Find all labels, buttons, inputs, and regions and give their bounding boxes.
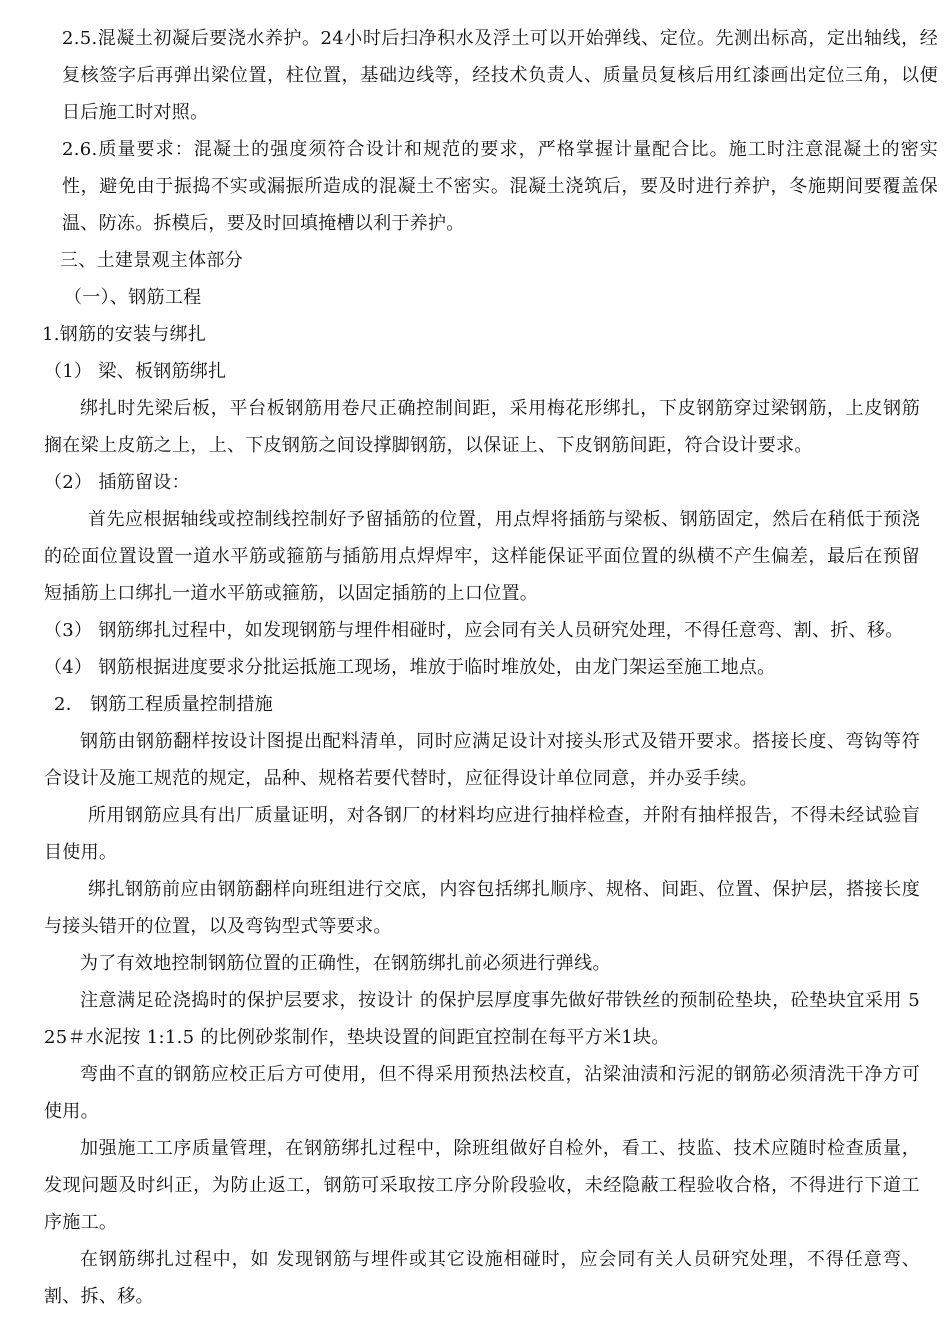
paragraph-straightening: 弯曲不直的钢筋应校正后方可使用，但不得采用预热法校直，沾梁油渍和污泥的钢筋必须清洗干净方可使用。 xyxy=(44,1064,920,1122)
paragraph-material-list: 钢筋由钢筋翻样按设计图提出配料清单，同时应满足设计对接头形式及错开要求。搭接长度、弯钩等符合设计及施工规范的规定，品种、规格若要代替时，应征得设计单位同意，并办妥手续。 xyxy=(44,731,920,789)
paragraph-briefing: 绑扎钢筋前应由钢筋翻样向班组进行交底，内容包括绑扎顺序、规格、间距、位置、保护层，搭接长度与接头错开的位置，以及弯钩型式等要求。 xyxy=(44,879,920,937)
heading-beam-slab-tying: （1） 梁、板钢筋绑扎 xyxy=(44,361,227,382)
item-4-rebar-delivery: （4） 钢筋根据进度要求分批运抵施工现场，堆放于临时堆放处，由龙门架运至施工地点。 xyxy=(44,657,776,678)
subsection-heading-rebar: （一）、钢筋工程 xyxy=(64,287,202,308)
paragraph-layout-lines: 为了有效地控制钢筋位置的正确性，在钢筋绑扎前必须进行弹线。 xyxy=(80,953,611,974)
paragraph-quality-certificate: 所用钢筋应具有出厂质量证明，对各钢厂的材料均应进行抽样检查，并附有抽样报告，不得未经试验盲目使用。 xyxy=(44,805,920,863)
paragraph-2-5: 2.5.混凝土初凝后要浇水养护。24小时后扫净积水及浮土可以开始弹线、定位。先测出标高，定出轴线，经复核签字后再弹出梁位置，柱位置，基础边线等，经技术负责人、质量员复核后用红漆画出定位三角，以便日后施工时对照。 xyxy=(62,28,938,123)
paragraph-beam-slab-tying: 绑扎时先梁后板，平台板钢筋用卷尺正确控制间距，采用梅花形绑扎，下皮钢筋穿过梁钢筋，上皮钢筋搁在梁上皮筋之上，上、下皮钢筋之间设撑脚钢筋，以保证上、下皮钢筋间距，符合设计要求。 xyxy=(44,398,920,456)
section-heading-three: 三、土建景观主体部分 xyxy=(60,250,243,271)
paragraph-dowel-placement: 首先应根据轴线或控制线控制好予留插筋的位置，用点焊将插筋与梁板、钢筋固定，然后在稍低于预浇的砼面位置设置一道水平筋或箍筋与插筋用点焊焊牢，这样能保证平面位置的纵横不产生偏差，最后在预留短插筋上口绑扎一道水平筋或箍筋，以固定插筋的上口位置。 xyxy=(44,509,920,604)
heading-rebar-installation: 1.钢筋的安装与绑扎 xyxy=(42,324,207,345)
paragraph-cover-blocks: 注意满足砼浇捣时的保护层要求，按设计 的保护层厚度事先做好带铁丝的预制砼垫块，砼垫块宜采用 525＃水泥按 1:1.5 的比例砂浆制作，垫块设置的间距宜控制在每平方米1块。 xyxy=(44,990,920,1048)
heading-quality-control: 2． 钢筋工程质量控制措施 xyxy=(54,694,274,715)
paragraph-embedded-conflict: 在钢筋绑扎过程中，如 发现钢筋与埋件或其它设施相碰时，应会同有关人员研究处理，不得任意弯、割、拆、移。 xyxy=(44,1249,920,1307)
item-3-rebar-conflict: （3） 钢筋绑扎过程中，如发现钢筋与埋件相碰时，应会同有关人员研究处理，不得任意弯、割、折、移。 xyxy=(44,620,904,641)
heading-dowel-placement: （2） 插筋留设： xyxy=(44,472,190,493)
paragraph-process-management: 加强施工工序质量管理，在钢筋绑扎过程中，除班组做好自检外，看工、技监、技术应随时检查质量，发现问题及时纠正，为防止返工，钢筋可采取按工序分阶段验收，未经隐蔽工程验收合格，不得进行下道工序施工。 xyxy=(44,1138,920,1233)
paragraph-2-6: 2.6.质量要求：混凝土的强度须符合设计和规范的要求，严格掌握计量配合比。施工时注意混凝土的密实性，避免由于振捣不实或漏振所造成的混凝土不密实。混凝土浇筑后，要及时进行养护，冬施期间要覆盖保温、防冻。拆模后，要及时回填掩槽以利于养护。 xyxy=(62,139,938,234)
